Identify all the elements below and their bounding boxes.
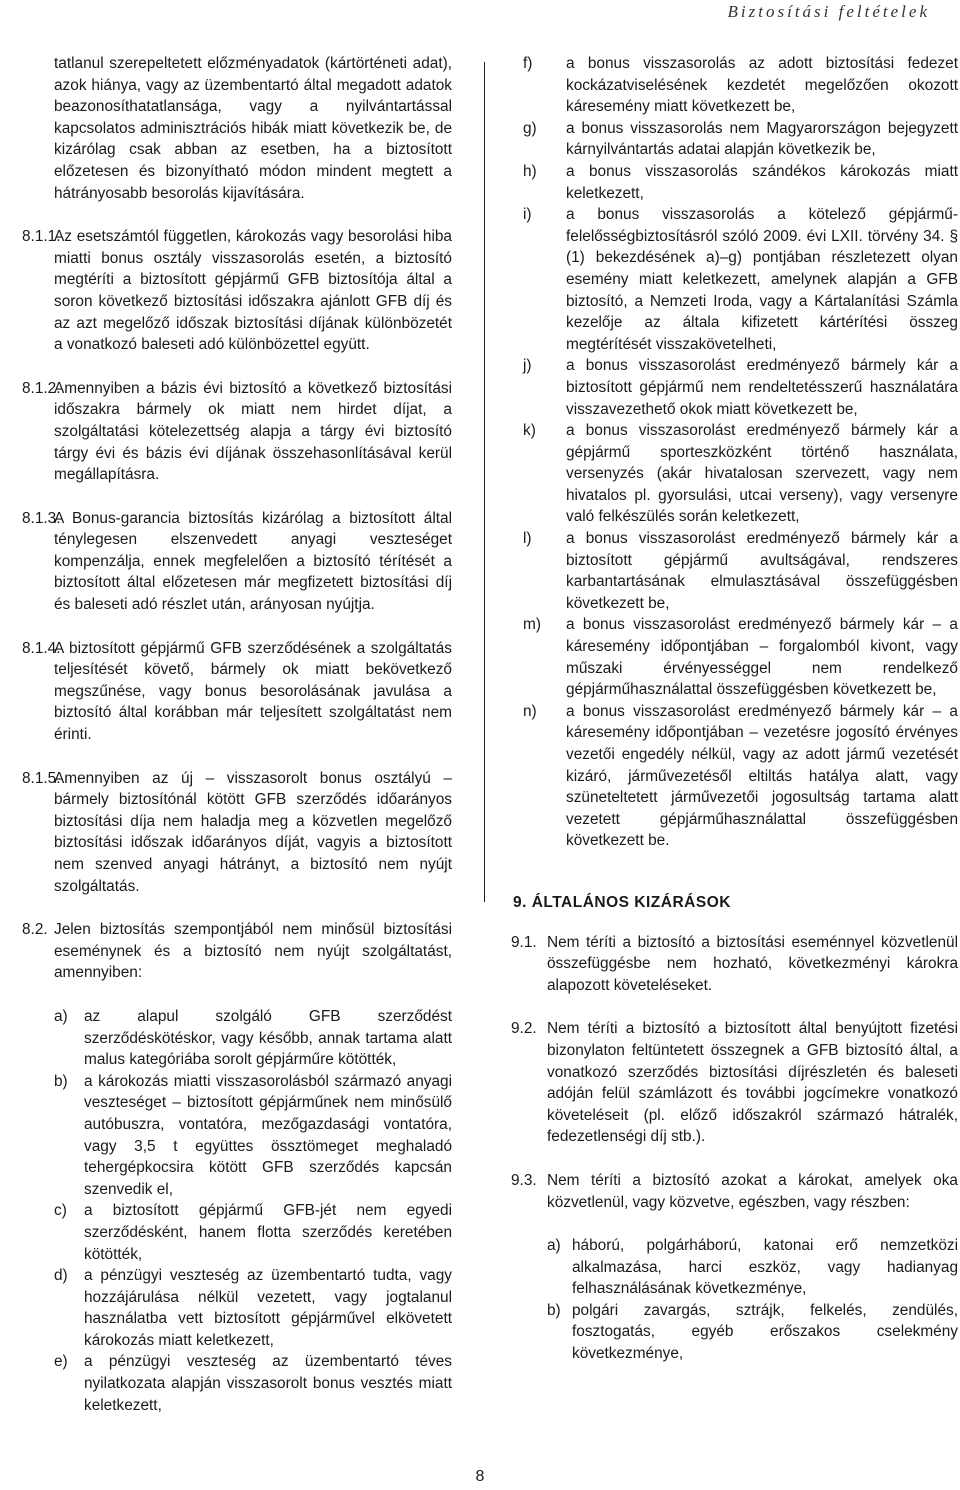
- list-letter: i): [523, 206, 532, 224]
- list-letter: b): [54, 1072, 68, 1090]
- clause-text: Nem téríti a biztosító a biztosítási eseménnyel közvetlenül összefüggésbe nem hozható, következményi károkra alapozott követeléseket.: [547, 933, 958, 994]
- exclusion-list-left: [22, 1006, 452, 1416]
- list-item: [547, 1300, 958, 1365]
- list-letter: j): [523, 357, 532, 375]
- clause-9-2: [511, 1018, 958, 1148]
- clause-text: Amennyiben az új – visszasorolt bonus osztályú – bármely biztosítónál kötött GFB szerződés időarányos biztosítási díja nem haladja meg a közvetlen megelőző biztosítási időszak időarányos díját, vagyis a biztosított nem szenved anyagi hátrányt, a biztosító nem nyújt szolgáltatás.: [54, 769, 452, 895]
- list-item: [523, 420, 958, 528]
- exclusion-list-9-3: [547, 1235, 958, 1365]
- list-text: a pénzügyi veszteség az üzembentartó tudta, vagy hozzájárulása nélkül vezetett, vagy jogtalanul használatba vett biztosított gépjárművel elkövetett károkozás miatt keletkezett,: [84, 1267, 452, 1349]
- list-text: a bonus visszasorolás szándékos károkozás miatt keletkezett,: [566, 162, 958, 202]
- list-item: [523, 161, 958, 204]
- list-text: az alapul szolgáló GFB szerződést szerződéskötéskor, vagy később, annak tartama alatt malus kategóriába sorolt gépjárműre kötötték,: [84, 1007, 452, 1069]
- clause-number: 9.2.: [511, 1020, 537, 1038]
- clause-8-1-5: [22, 768, 452, 898]
- clause-8-1-3: [22, 508, 452, 616]
- page-number: 8: [475, 1468, 485, 1485]
- clause-text: Nem téríti a biztosító a biztosított által benyújtott fizetési bizonylaton feltüntetett összegnek a GFB biztosító által, a vonatkozó szerződés biztosítási díjrészletén és baleseti adóján felül számlázott és további jogcímekre vonatkozó követeléseit (pl. előző időszakról származó hátralék, fedezetlenségi díj stb.).: [547, 1020, 958, 1146]
- clause-8-2: [22, 919, 452, 984]
- list-letter: a): [547, 1237, 561, 1255]
- list-item: [523, 204, 958, 355]
- clause-number: 8.1.4.: [22, 639, 61, 657]
- exclusion-list-right: [523, 53, 958, 852]
- clause-text: A biztosított gépjármű GFB szerződésének a szolgáltatás teljesítését követő, bármely ok miatt bekövetkező megszűnése, vagy bonus besorolásának javulása a biztosító által korábban már teljesített szolgáltatást nem érinti.: [54, 639, 452, 744]
- list-item: [22, 1265, 452, 1351]
- list-letter: m): [523, 616, 541, 634]
- list-letter: d): [54, 1267, 68, 1285]
- list-letter: f): [523, 55, 533, 72]
- list-letter: a): [54, 1007, 68, 1025]
- section-heading: 9. ÁLTALÁNOS KIZÁRÁSOK: [513, 893, 731, 911]
- list-letter: n): [523, 702, 537, 720]
- clause-text: Jelen biztosítás szempontjából nem minősül biztosítási eseménynek és a biztosító nem nyújt szolgáltatást, amennyiben:: [54, 921, 452, 982]
- list-text: polgári zavargás, sztrájk, felkelés, zendülés, fosztogatás, egyéb erőszakos cselekmény következménye,: [572, 1301, 958, 1363]
- list-letter: k): [523, 422, 536, 440]
- clause-9-3: [511, 1170, 958, 1213]
- list-text: a bonus visszasorolást eredményező bármely kár a gépjármű sporteszközként történő használata, versenyzés (akár hivatalosan szervezett, vagy nem hivatalos pl. gyorsulási, utcai verseny), vagy versenyre való felkészülés során keletkezett,: [566, 422, 958, 526]
- column-divider: [484, 62, 485, 902]
- list-text: a károkozás miatti visszasorolásból származó anyagi veszteséget – biztosított gépjárműnek nem minősülő autóbuszra, vontatóra, mezőgazdasági vontatóra, vagy 3,5 t együttes össztömeget meghaladó tehergépkocsira kötött GFB szerződés kapcsán szenvedik el,: [84, 1072, 452, 1198]
- list-text: a bonus visszasorolást eredményező bármely kár a biztosított gépjármű nem rendeltetésszerű használatára visszavezethető okok miatt következett be,: [566, 357, 958, 418]
- list-item: [523, 118, 958, 161]
- clause-text: A Bonus-garancia biztosítás kizárólag a biztosított által ténylegesen elszenvedett anyagi veszteséget kompenzálja, ennek megfelelően a biztosító térítését a biztosított által előzetesen már megfizetett biztosítási díj és baleseti adó részlet után, arányosan nyújtja.: [54, 509, 452, 614]
- clause-number: 8.1.5.: [22, 769, 61, 787]
- list-item: [523, 701, 958, 852]
- list-text: háború, polgárháború, katonai erő nemzetközi alkalmazása, harci eszköz, vagy hadianyag felhasználásának következménye,: [572, 1237, 958, 1298]
- list-text: a bonus visszasorolás az adott biztosítási fedezet kockázatviselésének kezdetét megelőzően okozott káresemény miatt következett be,: [566, 55, 958, 116]
- clause-8-1-2: [22, 378, 452, 486]
- clause-number: 8.1.2.: [22, 379, 61, 397]
- list-text: a bonus visszasorolást eredményező bármely kár – a káresemény időpontjában – vezetésre jogosító érvényes vezetői engedély nélkül, vagy az adott jármű vezetését kizáró, járművezetésől eltiltás hatálya alatt, vagy szüneteltetett járművezetői jogosultság tartama alatt vezetett gépjárműhasználattal összefüggésben következett be.: [566, 702, 958, 850]
- clause-number: 9.1.: [511, 933, 537, 951]
- list-letter: l): [523, 530, 532, 548]
- clause-text: Az esetszámtól független, károkozás vagy besorolási hiba miatti bonus osztály visszasorolás esetén, a biztosító megtéríti a biztosított gépjármű GFB biztosítója által a soron következő biztosítási időszakra ajánlott GFB díj és az azt megelőző időszak biztosítási díjának különbözetét a vonatkozó baleseti adó különbözettel együtt.: [54, 228, 452, 354]
- clause-number: 9.3.: [511, 1171, 537, 1189]
- list-item: [22, 1071, 452, 1201]
- list-item: [22, 1006, 452, 1071]
- clause-number: 8.1.1.: [22, 228, 61, 246]
- list-item: [22, 1200, 452, 1265]
- list-item: [523, 53, 958, 118]
- list-letter: e): [54, 1353, 68, 1371]
- list-item: [547, 1235, 958, 1300]
- clause-text: Nem téríti a biztosító azokat a károkat, amelyek oka közvetlenül, vagy közvetve, egészben, vagy részben:: [547, 1171, 958, 1211]
- list-text: a bonus visszasorolás nem Magyarországon bejegyzett kárnyilvántartás adatai alapján következik be,: [566, 119, 958, 159]
- list-letter: b): [547, 1301, 561, 1319]
- left-column: [22, 53, 452, 1416]
- clause-8-1-4: [22, 638, 452, 746]
- list-text: a bonus visszasorolást eredményező bármely kár – a káresemény időpontjában – forgalomból kivont, vagy műszaki érvényességgel nem rendelkező gépjárműhasználattal összefüggésben következett be,: [566, 616, 958, 699]
- intro-paragraph: tatlanul szerepeltetett előzményadatok (kártörténeti adat), azok hiánya, vagy az üzembentartó által megadott adatok beazonosíthatatlansága, vagy a nyilvántartással kapcsolatos adminisztrációs hibák miatt következik be, de kizárólag csak abban az esetben, ha a biztosított előzetesen és bizonyítható módon mindent megtett a hátrányosabb besorolás kijavítására.: [54, 55, 452, 202]
- running-header: Biztosítási feltételek: [727, 2, 930, 21]
- list-item: [22, 1351, 452, 1416]
- list-letter: h): [523, 162, 537, 180]
- right-column: [511, 53, 958, 1365]
- list-item: [523, 355, 958, 420]
- clause-number: 8.1.3.: [22, 509, 61, 527]
- clause-8-1-1: [22, 226, 452, 356]
- list-text: a pénzügyi veszteség az üzembentartó téves nyilatkozata alapján visszasorolt bonus vesztés miatt keletkezett,: [84, 1353, 452, 1414]
- list-item: [523, 528, 958, 614]
- clause-9-1: [511, 932, 958, 997]
- clause-number: 8.2.: [22, 921, 48, 939]
- list-letter: c): [54, 1202, 67, 1220]
- list-text: a bonus visszasorolást eredményező bármely kár a biztosított gépjármű avultságával, rendszeres karbantartásának elmulasztásával összefüggésben következett be,: [566, 530, 958, 612]
- list-letter: g): [523, 119, 537, 137]
- list-item: [523, 614, 958, 700]
- list-text: a bonus visszasorolás a kötelező gépjármű-felelősségbiztosításról szóló 2009. évi LXII. törvény 34. § (1) bekezdésének a)–g) pontjában részletezett olyan esemény miatt keletkezett, amelynek alapján a GFB biztosító, a Nemzeti Iroda, vagy a Kártalanítási Számla kezelője az általa kifizetett kártérítési összeg megtérítését visszakövetelheti,: [566, 206, 958, 353]
- list-text: a biztosított gépjármű GFB-jét nem egyedi szerződésként, hanem flotta szerződés keretében kötötték,: [84, 1202, 452, 1263]
- clause-text: Amennyiben a bázis évi biztosító a következő biztosítási időszakra bármely ok miatt nem hirdet díjat, a szolgáltatási kötelezettség alapja a tárgy évi biztosító tárgy évi és bázis évi díjának összehasonlításával kerül megállapításra.: [54, 379, 452, 484]
